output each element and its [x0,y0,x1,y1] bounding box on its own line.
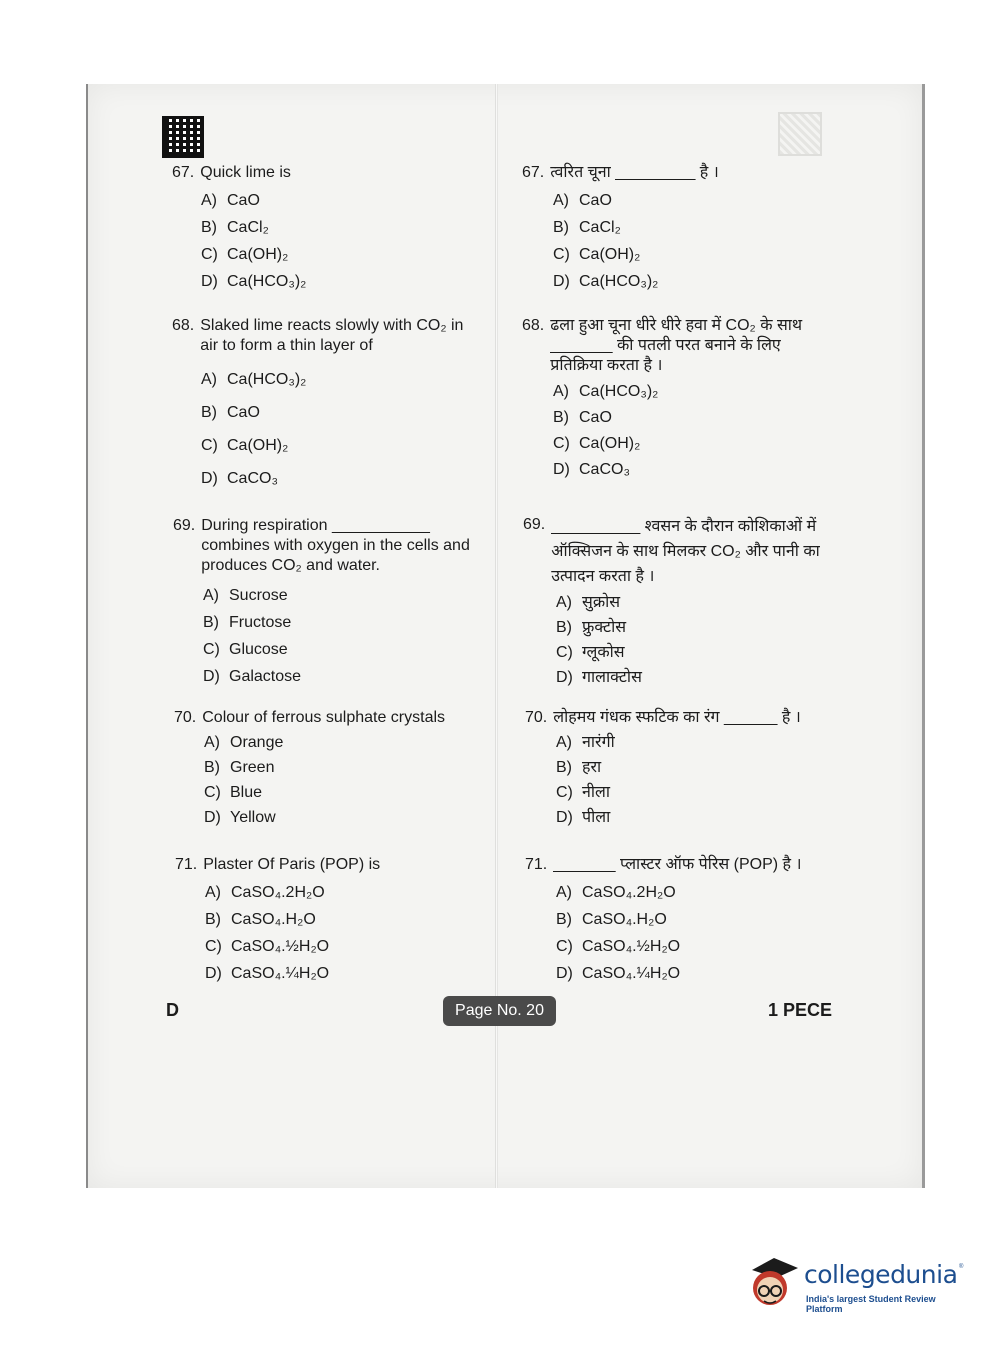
option: A) नारंगी [556,734,615,751]
question-en-67 [172,163,482,299]
option: A) CaSO₄.2H₂O [205,884,325,901]
option: A) Ca(HCO₃)₂ [201,371,307,388]
paper-code: 1 PECE [768,1000,833,1020]
option: D) गालाक्टोस [556,669,642,687]
question-number: 68. [172,317,195,334]
question-number: 70. [174,709,197,726]
question-hi-71 [525,855,825,991]
option: B) Green [204,759,275,776]
set-letter: D [166,1000,179,1020]
option: C) ग्लूकोस [556,644,625,662]
qr-code-bleed-icon [778,112,822,156]
option: D) CaCO₃ [201,470,278,487]
question-text: ढला हुआ चूना धीरे धीरे हवा में CO₂ के साथ _______ की पतली परत बनाने के लिए प्रतिक्रिया करता है । [550,317,803,374]
option: C) Ca(OH)₂ [201,246,289,263]
option: B) CaO [201,404,260,421]
option: D) Galactose [203,668,302,685]
option: D) Ca(HCO₃)₂ [201,273,307,290]
option: C) Ca(OH)₂ [553,435,641,452]
option: C) CaSO₄.½H₂O [205,938,330,955]
question-text: _______ प्लास्टर ऑफ पेरिस (POP) है । [553,856,802,873]
option: A) CaO [201,192,260,209]
question-text: During respiration ___________ combines with oxygen in the cells and produces CO₂ and water. [201,517,470,574]
question-en-69 [173,516,488,694]
question-hi-70 [525,708,825,835]
question-en-68 [172,316,482,496]
question-number: 71. [175,856,198,873]
option: D) CaSO₄.¼H₂O [556,965,681,982]
option: B) CaSO₄.H₂O [556,911,667,928]
option: A) Ca(HCO₃)₂ [553,383,659,400]
question-number: 69. [523,516,546,533]
option: D) Ca(HCO₃)₂ [553,273,659,290]
question-hi-68 [522,316,822,487]
question-text: Quick lime is [200,164,291,181]
mascot-icon [744,1254,800,1310]
option: B) CaCl₂ [553,219,621,236]
option: B) Fructose [203,614,292,631]
question-number: 70. [525,709,548,726]
question-en-70 [174,708,484,835]
collegedunia-logo[interactable] [744,1250,970,1312]
option: C) Ca(OH)₂ [553,246,641,263]
option: A) CaSO₄.2H₂O [556,884,676,901]
option: C) Glucose [203,641,288,658]
question-text: Colour of ferrous sulphate crystals [202,709,446,726]
question-number: 67. [172,164,195,181]
qr-code-icon [162,116,204,158]
option: D) पीला [556,809,611,826]
option: B) हरा [556,759,602,776]
question-text: Plaster Of Paris (POP) is [203,856,381,873]
question-number: 67. [522,164,545,181]
question-number: 68. [522,317,545,334]
question-text: लोहमय गंधक स्फटिक का रंग ______ है । [553,709,801,726]
question-hi-67 [522,163,822,299]
option: D) CaCO₃ [553,461,630,478]
registered-mark: ® [959,1264,964,1270]
option: A) Orange [204,734,284,751]
option: A) CaO [553,192,612,209]
question-text: __________ श्वसन के दौरान कोशिकाओं में ऑक्सिजन के साथ मिलकर CO₂ और पानी का उत्पादन करता है । [551,518,820,585]
page-number: Page No. 20 [443,996,556,1026]
option: B) CaSO₄.H₂O [205,911,316,928]
option: A) Sucrose [203,587,288,604]
question-hi-69 [523,515,823,695]
brand-name: collegedunia [804,1260,958,1289]
option: C) Blue [204,784,263,801]
option: D) CaSO₄.¼H₂O [205,965,330,982]
option: B) CaCl₂ [201,219,269,236]
option: C) CaSO₄.½H₂O [556,938,681,955]
option: D) Yellow [204,809,276,826]
option: B) CaO [553,409,612,426]
brand-tagline: India's largest Student Review Platform [806,1294,936,1314]
question-number: 71. [525,856,548,873]
option: B) फ्रुक्टोस [556,619,627,637]
option: A) सुक्रोस [556,594,621,612]
question-text: Slaked lime reacts slowly with CO₂ in air to form a thin layer of [200,317,464,354]
question-en-71 [175,855,485,991]
question-text: त्वरित चूना _________ है । [550,164,719,181]
option: C) नीला [556,784,611,801]
option: C) Ca(OH)₂ [201,437,289,454]
question-number: 69. [173,517,196,534]
